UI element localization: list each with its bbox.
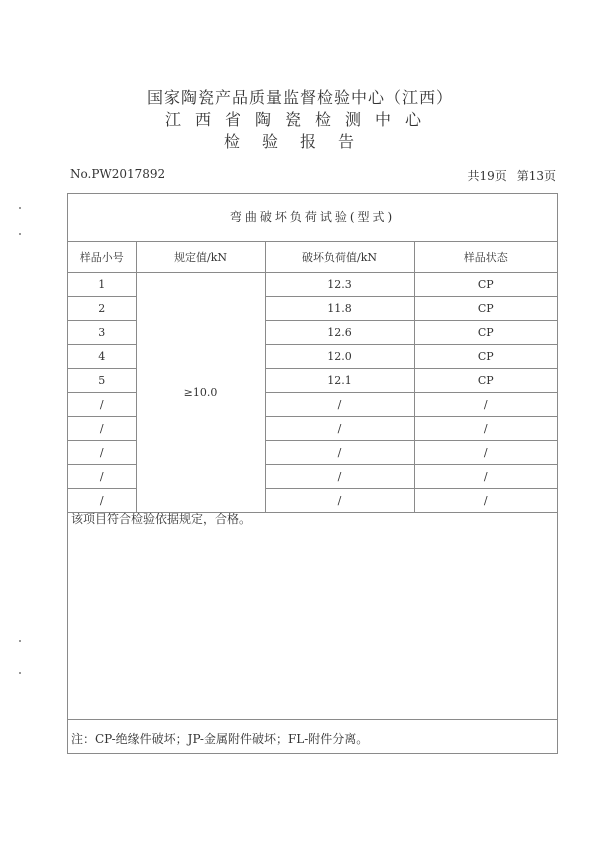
failure-load-cell: 12.3 [265,273,414,297]
table-body [68,273,557,513]
failure-load-cell: / [265,489,414,513]
report-header [0,88,600,152]
failure-load-cell: 12.0 [265,345,414,369]
column-header: 样品小号 [68,242,136,273]
column-header: 样品状态 [414,242,557,273]
sample-number-cell: / [68,417,136,441]
footnote: 注：CP-绝缘件破坏；JP-金属附件破坏；FL-附件分离。 [71,732,369,746]
sample-state-cell: / [414,441,557,465]
table-row [68,273,557,297]
failure-load-cell: 11.8 [265,297,414,321]
failure-load-cell: / [265,465,414,489]
sample-number-cell: / [68,441,136,465]
table-header-row [68,242,557,273]
sample-state-cell: CP [414,345,557,369]
scan-mark [19,233,21,235]
failure-load-cell: 12.1 [265,369,414,393]
test-title: 弯曲破坏负荷试验(型式) [68,194,557,242]
sample-number-cell: 2 [68,297,136,321]
spec-value-cell: ≥10.0 [136,273,265,513]
results-table [68,241,557,513]
note-divider [68,719,557,720]
scan-mark [19,672,21,674]
sample-state-cell: / [414,393,557,417]
sample-state-cell: / [414,489,557,513]
total-pages: 共19页 [467,169,507,183]
failure-load-cell: / [265,393,414,417]
sample-number-cell: 4 [68,345,136,369]
test-result-frame [67,193,558,754]
scan-mark [19,207,21,209]
failure-load-cell: / [265,417,414,441]
sample-state-cell: / [414,417,557,441]
current-page: 第13页 [516,169,556,183]
sample-state-cell: CP [414,273,557,297]
sample-number-cell: 1 [68,273,136,297]
column-header: 规定值/kN [136,242,265,273]
scan-mark [19,640,21,642]
institution-name: 国家陶瓷产品质量监督检验中心（江西） [146,88,453,107]
page-info [467,167,556,184]
sample-state-cell: / [414,465,557,489]
sample-number-cell: / [68,393,136,417]
sample-number-cell: / [68,465,136,489]
sample-number-cell: 3 [68,321,136,345]
sample-state-cell: CP [414,297,557,321]
report-title: 检验报告 [223,132,376,151]
sample-number-cell: 5 [68,369,136,393]
failure-load-cell: 12.6 [265,321,414,345]
sample-state-cell: CP [414,321,557,345]
column-header: 破坏负荷值/kN [265,242,414,273]
report-number: No.PW2017892 [70,167,166,181]
sample-number-cell: / [68,489,136,513]
conclusion-text: 该项目符合检验依据规定，合格。 [71,512,252,526]
failure-load-cell: / [265,441,414,465]
sample-state-cell: CP [414,369,557,393]
center-name: 江西省陶瓷检测中心 [164,110,435,129]
